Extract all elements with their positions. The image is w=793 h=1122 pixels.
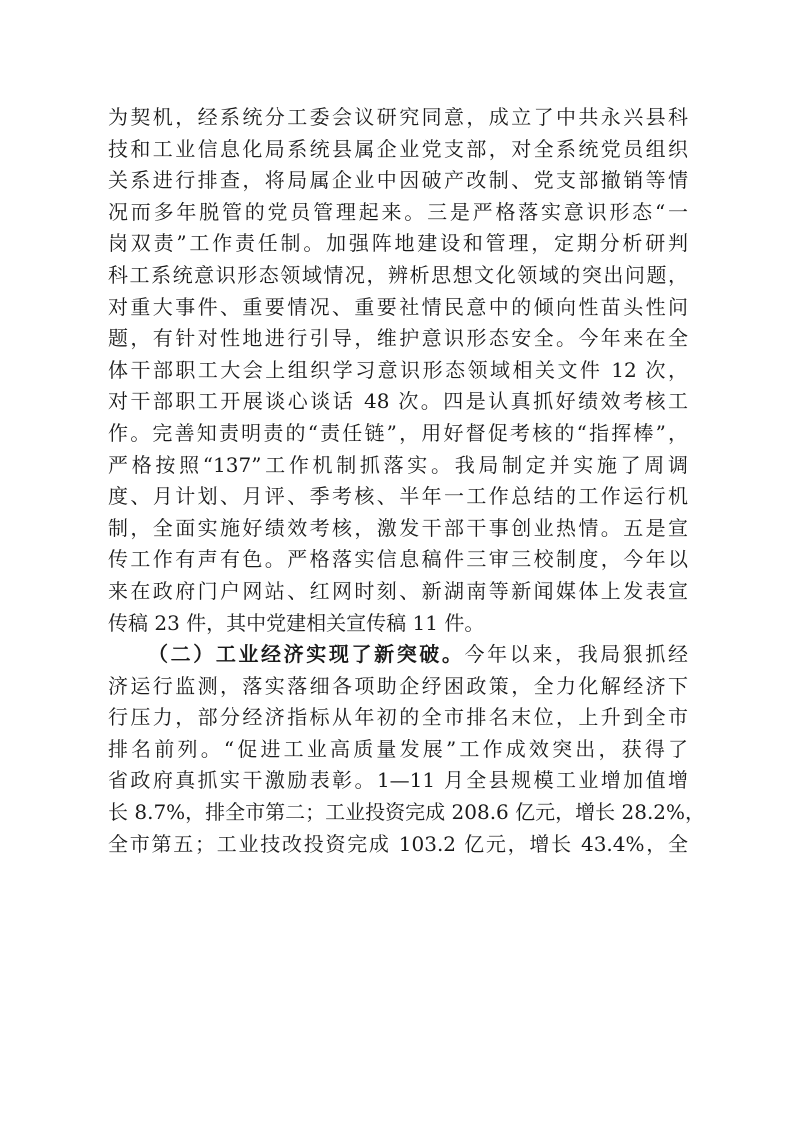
- section-heading-rest: 今年以来，我局狠抓经: [464, 642, 689, 667]
- paragraph-line: 为契机，经系统分工委会议研究同意，成立了中共永兴县科: [108, 105, 688, 129]
- paragraph-line: 来在政府门户网站、红网时刻、新湖南等新闻媒体上发表宣: [108, 578, 688, 603]
- paragraph-line: 关系进行排查，将局属企业中因破产改制、党支部撤销等情: [108, 168, 688, 193]
- paragraph-line: 传工作有声有色。严格落实信息稿件三审三校制度，今年以: [108, 547, 688, 572]
- paragraph-line: 岗双责”工作责任制。加强阵地建设和管理，定期分析研判: [108, 231, 688, 256]
- paragraph-line: 严格按照“137”工作机制抓落实。我局制定并实施了周调: [108, 452, 688, 477]
- section-heading: （二）工业经济实现了新突破。: [148, 642, 465, 667]
- paragraph-line: 全市第五；工业技改投资完成 103.2 亿元，增长 43.4%，全: [108, 831, 688, 856]
- paragraph-line: 科工系统意识形态领域情况，辨析思想文化领域的突出问题，: [108, 262, 688, 287]
- paragraph-line: 制，全面实施好绩效考核，激发干部干事创业热情。五是宣: [108, 515, 688, 540]
- paragraph-line: 省政府真抓实干激励表彰。1—11 月全县规模工业增加值增: [108, 768, 688, 793]
- paragraph-line: 体干部职工大会上组织学习意识形态领域相关文件 12 次，: [108, 357, 688, 382]
- paragraph-line: 题，有针对性地进行引导，维护意识形态安全。今年来在全: [108, 326, 688, 351]
- paragraph-line: 作。完善知责明责的“责任链”，用好督促考核的“指挥棒”，: [108, 420, 688, 445]
- paragraph-line: 对重大事件、重要情况、重要社情民意中的倾向性苗头性问: [108, 294, 688, 319]
- paragraph-line: 技和工业信息化局系统县属企业党支部，对全系统党员组织: [108, 136, 688, 161]
- paragraph-line: 对干部职工开展谈心谈话 48 次。四是认真抓好绩效考核工: [108, 389, 688, 414]
- section-heading-line: [108, 639, 688, 671]
- paragraph-line: 行压力，部分经济指标从年初的全市排名末位，上升到全市: [108, 705, 688, 730]
- paragraph-line: 传稿 23 件，其中党建相关宣传稿 11 件。: [108, 610, 485, 635]
- paragraph-line: 长 8.7%，排全市第二；工业投资完成 208.6 亿元，增长 28.2%，: [108, 800, 706, 825]
- paragraph-line: 济运行监测，落实落细各项助企纾困政策，全力化解经济下: [108, 673, 688, 698]
- paragraph-line: 排名前列。“促进工业高质量发展”工作成效突出，获得了: [108, 736, 688, 761]
- document-body: [108, 102, 706, 860]
- paragraph-line: 况而多年脱管的党员管理起来。三是严格落实意识形态“一: [108, 199, 688, 224]
- paragraph-line: 度、月计划、月评、季考核、半年一工作总结的工作运行机: [108, 484, 688, 509]
